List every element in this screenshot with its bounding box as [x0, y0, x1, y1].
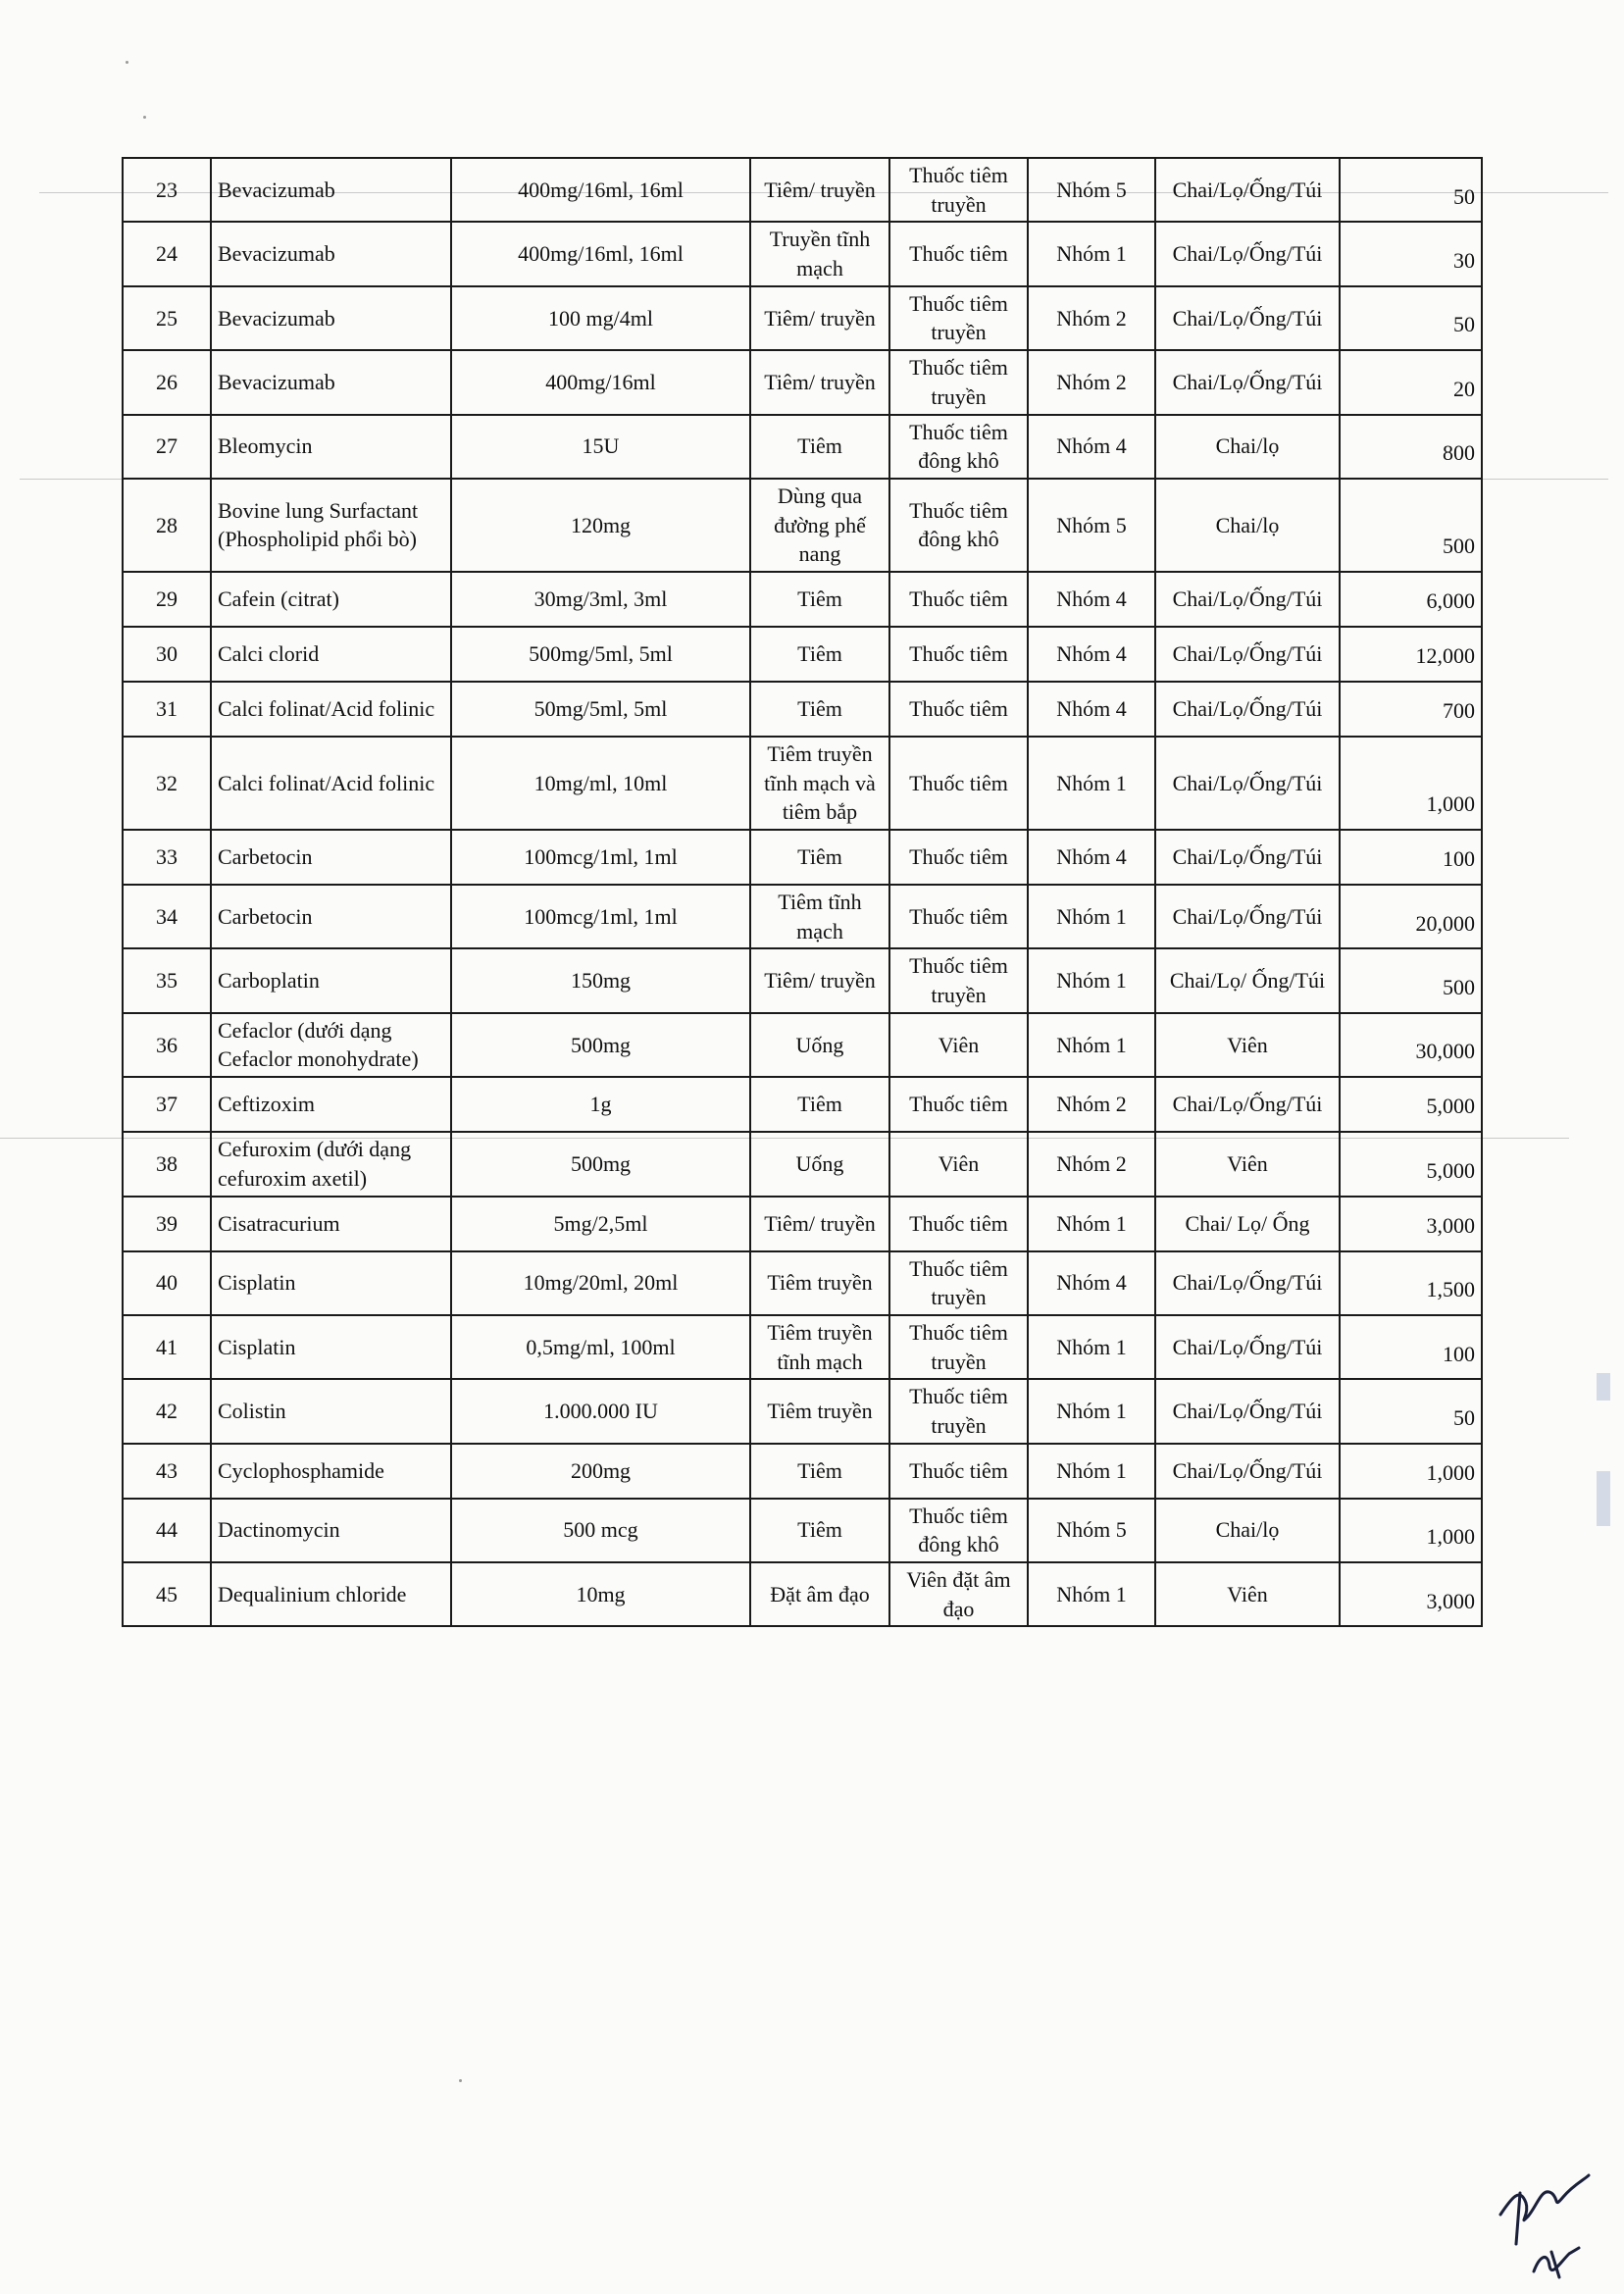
cell-strength: 500mg/5ml, 5ml: [451, 627, 750, 682]
cell-form: Thuốc tiêm: [889, 1077, 1028, 1132]
cell-form: Thuốc tiêm truyền: [889, 1251, 1028, 1315]
cell-name: Dequalinium chloride: [211, 1562, 451, 1626]
cell-name: Bevacizumab: [211, 286, 451, 350]
cell-group: Nhóm 1: [1028, 885, 1155, 948]
cell-route: Tiêm truyền: [750, 1251, 889, 1315]
cell-route: Tiêm tĩnh mạch: [750, 885, 889, 948]
cell-strength: 15U: [451, 415, 750, 479]
cell-name: Bevacizumab: [211, 158, 451, 222]
cell-name: Cisatracurium: [211, 1197, 451, 1251]
cell-quantity: 1,000: [1340, 737, 1482, 830]
cell-quantity: 1,500: [1340, 1251, 1482, 1315]
table-row: [123, 830, 1482, 885]
cell-stt: 34: [123, 885, 211, 948]
cell-group: Nhóm 1: [1028, 1444, 1155, 1499]
cell-strength: 500mg: [451, 1132, 750, 1196]
table-row: [123, 1132, 1482, 1196]
cell-unit: Viên: [1155, 1562, 1340, 1626]
table-row: [123, 350, 1482, 414]
cell-form: Thuốc tiêm truyền: [889, 158, 1028, 222]
cell-unit: Chai/Lọ/Ống/Túi: [1155, 682, 1340, 737]
cell-name: Carbetocin: [211, 830, 451, 885]
cell-strength: 1.000.000 IU: [451, 1379, 750, 1443]
table-row: [123, 1251, 1482, 1315]
cell-strength: 500 mcg: [451, 1499, 750, 1562]
table-row: [123, 737, 1482, 830]
cell-form: Thuốc tiêm: [889, 737, 1028, 830]
cell-unit: Chai/Lọ/Ống/Túi: [1155, 627, 1340, 682]
cell-group: Nhóm 1: [1028, 1197, 1155, 1251]
cell-strength: 10mg/20ml, 20ml: [451, 1251, 750, 1315]
cell-quantity: 100: [1340, 830, 1482, 885]
cell-unit: Chai/Lọ/Ống/Túi: [1155, 350, 1340, 414]
cell-route: Dùng qua đường phế nang: [750, 479, 889, 572]
cell-unit: Viên: [1155, 1132, 1340, 1196]
cell-strength: 400mg/16ml, 16ml: [451, 222, 750, 285]
cell-name: Calci folinat/Acid folinic: [211, 737, 451, 830]
cell-form: Thuốc tiêm đông khô: [889, 1499, 1028, 1562]
cell-stt: 29: [123, 572, 211, 627]
cell-unit: Chai/lọ: [1155, 415, 1340, 479]
cell-strength: 150mg: [451, 948, 750, 1012]
cell-group: Nhóm 4: [1028, 627, 1155, 682]
cell-form: Thuốc tiêm đông khô: [889, 479, 1028, 572]
cell-stt: 42: [123, 1379, 211, 1443]
cell-quantity: 20: [1340, 350, 1482, 414]
cell-group: Nhóm 4: [1028, 572, 1155, 627]
cell-group: Nhóm 1: [1028, 222, 1155, 285]
cell-quantity: 6,000: [1340, 572, 1482, 627]
cell-unit: Chai/lọ: [1155, 1499, 1340, 1562]
cell-group: Nhóm 5: [1028, 158, 1155, 222]
margin-stamp-fragment: [1597, 1373, 1610, 1401]
cell-strength: 5mg/2,5ml: [451, 1197, 750, 1251]
scan-speck: [143, 116, 146, 119]
cell-quantity: 50: [1340, 286, 1482, 350]
cell-stt: 38: [123, 1132, 211, 1196]
cell-form: Thuốc tiêm: [889, 682, 1028, 737]
cell-group: Nhóm 5: [1028, 1499, 1155, 1562]
cell-quantity: 700: [1340, 682, 1482, 737]
cell-form: Thuốc tiêm đông khô: [889, 415, 1028, 479]
cell-name: Cyclophosphamide: [211, 1444, 451, 1499]
cell-unit: Chai/Lọ/Ống/Túi: [1155, 1315, 1340, 1379]
cell-form: Thuốc tiêm truyền: [889, 350, 1028, 414]
cell-strength: 100mcg/1ml, 1ml: [451, 830, 750, 885]
cell-name: Cisplatin: [211, 1315, 451, 1379]
cell-strength: 400mg/16ml: [451, 350, 750, 414]
cell-unit: Chai/Lọ/Ống/Túi: [1155, 222, 1340, 285]
cell-name: Cefuroxim (dưới dạng cefuroxim axetil): [211, 1132, 451, 1196]
cell-route: Tiêm: [750, 830, 889, 885]
cell-form: Thuốc tiêm: [889, 885, 1028, 948]
cell-stt: 33: [123, 830, 211, 885]
cell-route: Tiêm truyền: [750, 1379, 889, 1443]
table-row: [123, 286, 1482, 350]
cell-route: Tiêm/ truyền: [750, 948, 889, 1012]
table-row: [123, 1562, 1482, 1626]
scan-speck: [126, 61, 128, 64]
cell-stt: 24: [123, 222, 211, 285]
table-row: [123, 1197, 1482, 1251]
table-row: [123, 885, 1482, 948]
cell-form: Thuốc tiêm truyền: [889, 1379, 1028, 1443]
cell-quantity: 5,000: [1340, 1077, 1482, 1132]
table-body: [123, 158, 1482, 1626]
cell-strength: 0,5mg/ml, 100ml: [451, 1315, 750, 1379]
cell-stt: 36: [123, 1013, 211, 1077]
cell-quantity: 20,000: [1340, 885, 1482, 948]
cell-name: Carboplatin: [211, 948, 451, 1012]
cell-route: Tiêm truyền tĩnh mạch: [750, 1315, 889, 1379]
cell-route: Uống: [750, 1132, 889, 1196]
cell-name: Cisplatin: [211, 1251, 451, 1315]
cell-stt: 26: [123, 350, 211, 414]
cell-name: Bleomycin: [211, 415, 451, 479]
table-row: [123, 948, 1482, 1012]
cell-stt: 39: [123, 1197, 211, 1251]
cell-strength: 400mg/16ml, 16ml: [451, 158, 750, 222]
cell-unit: Chai/Lọ/Ống/Túi: [1155, 1379, 1340, 1443]
cell-quantity: 5,000: [1340, 1132, 1482, 1196]
cell-route: Truyền tĩnh mạch: [750, 222, 889, 285]
cell-route: Tiêm/ truyền: [750, 286, 889, 350]
cell-group: Nhóm 4: [1028, 682, 1155, 737]
cell-form: Thuốc tiêm: [889, 222, 1028, 285]
table-row: [123, 1499, 1482, 1562]
cell-group: Nhóm 1: [1028, 1562, 1155, 1626]
cell-group: Nhóm 1: [1028, 948, 1155, 1012]
cell-strength: 10mg: [451, 1562, 750, 1626]
cell-route: Đặt âm đạo: [750, 1562, 889, 1626]
cell-quantity: 30: [1340, 222, 1482, 285]
cell-unit: Chai/Lọ/Ống/Túi: [1155, 1077, 1340, 1132]
cell-strength: 1g: [451, 1077, 750, 1132]
cell-form: Viên đặt âm đạo: [889, 1562, 1028, 1626]
cell-quantity: 100: [1340, 1315, 1482, 1379]
cell-route: Tiêm/ truyền: [750, 1197, 889, 1251]
cell-stt: 37: [123, 1077, 211, 1132]
cell-route: Tiêm truyền tĩnh mạch và tiêm bắp: [750, 737, 889, 830]
cell-name: Colistin: [211, 1379, 451, 1443]
cell-unit: Chai/Lọ/Ống/Túi: [1155, 737, 1340, 830]
cell-route: Tiêm/ truyền: [750, 158, 889, 222]
table-row: [123, 222, 1482, 285]
cell-quantity: 3,000: [1340, 1197, 1482, 1251]
cell-stt: 28: [123, 479, 211, 572]
cell-group: Nhóm 2: [1028, 1132, 1155, 1196]
table-row: [123, 479, 1482, 572]
cell-group: Nhóm 4: [1028, 830, 1155, 885]
cell-name: Cefaclor (dưới dạng Cefaclor monohydrate): [211, 1013, 451, 1077]
cell-form: Viên: [889, 1132, 1028, 1196]
cell-stt: 31: [123, 682, 211, 737]
cell-form: Thuốc tiêm: [889, 830, 1028, 885]
table-row: [123, 1013, 1482, 1077]
cell-group: Nhóm 1: [1028, 737, 1155, 830]
margin-stamp-fragment: [1597, 1471, 1610, 1526]
cell-unit: Chai/Lọ/Ống/Túi: [1155, 286, 1340, 350]
cell-group: Nhóm 1: [1028, 1013, 1155, 1077]
cell-stt: 30: [123, 627, 211, 682]
cell-stt: 44: [123, 1499, 211, 1562]
cell-form: Thuốc tiêm: [889, 627, 1028, 682]
cell-route: Tiêm: [750, 682, 889, 737]
cell-strength: 500mg: [451, 1013, 750, 1077]
cell-name: Bovine lung Surfactant (Phospholipid phổi bò): [211, 479, 451, 572]
cell-group: Nhóm 1: [1028, 1315, 1155, 1379]
cell-strength: 50mg/5ml, 5ml: [451, 682, 750, 737]
cell-group: Nhóm 1: [1028, 1379, 1155, 1443]
cell-unit: Chai/Lọ/Ống/Túi: [1155, 830, 1340, 885]
cell-group: Nhóm 5: [1028, 479, 1155, 572]
cell-stt: 40: [123, 1251, 211, 1315]
cell-quantity: 500: [1340, 948, 1482, 1012]
cell-strength: 100 mg/4ml: [451, 286, 750, 350]
cell-name: Ceftizoxim: [211, 1077, 451, 1132]
cell-route: Tiêm/ truyền: [750, 350, 889, 414]
table-row: [123, 1077, 1482, 1132]
cell-stt: 27: [123, 415, 211, 479]
cell-quantity: 30,000: [1340, 1013, 1482, 1077]
cell-unit: Chai/Lọ/ Ống/Túi: [1155, 948, 1340, 1012]
cell-form: Thuốc tiêm truyền: [889, 1315, 1028, 1379]
cell-stt: 32: [123, 737, 211, 830]
table-row: [123, 1315, 1482, 1379]
cell-name: Calci folinat/Acid folinic: [211, 682, 451, 737]
cell-route: Tiêm: [750, 572, 889, 627]
drug-list-table: [122, 157, 1483, 1627]
table-row: [123, 415, 1482, 479]
cell-unit: Chai/Lọ/Ống/Túi: [1155, 158, 1340, 222]
cell-route: Uống: [750, 1013, 889, 1077]
cell-route: Tiêm: [750, 1077, 889, 1132]
cell-form: Thuốc tiêm: [889, 572, 1028, 627]
cell-group: Nhóm 2: [1028, 286, 1155, 350]
cell-route: Tiêm: [750, 1444, 889, 1499]
cell-form: Viên: [889, 1013, 1028, 1077]
table-row: [123, 1379, 1482, 1443]
cell-name: Bevacizumab: [211, 222, 451, 285]
cell-stt: 35: [123, 948, 211, 1012]
cell-strength: 200mg: [451, 1444, 750, 1499]
cell-stt: 23: [123, 158, 211, 222]
table-row: [123, 1444, 1482, 1499]
table-row: [123, 682, 1482, 737]
cell-route: Tiêm: [750, 1499, 889, 1562]
cell-unit: Chai/lọ: [1155, 479, 1340, 572]
cell-group: Nhóm 4: [1028, 415, 1155, 479]
cell-group: Nhóm 2: [1028, 350, 1155, 414]
cell-form: Thuốc tiêm: [889, 1197, 1028, 1251]
cell-unit: Chai/Lọ/Ống/Túi: [1155, 572, 1340, 627]
cell-quantity: 3,000: [1340, 1562, 1482, 1626]
cell-strength: 100mcg/1ml, 1ml: [451, 885, 750, 948]
table-row: [123, 572, 1482, 627]
cell-strength: 120mg: [451, 479, 750, 572]
table-row: [123, 158, 1482, 222]
cell-name: Carbetocin: [211, 885, 451, 948]
cell-name: Bevacizumab: [211, 350, 451, 414]
cell-name: Dactinomycin: [211, 1499, 451, 1562]
cell-quantity: 1,000: [1340, 1444, 1482, 1499]
cell-stt: 45: [123, 1562, 211, 1626]
cell-strength: 30mg/3ml, 3ml: [451, 572, 750, 627]
cell-quantity: 50: [1340, 158, 1482, 222]
cell-stt: 41: [123, 1315, 211, 1379]
cell-quantity: 1,000: [1340, 1499, 1482, 1562]
cell-quantity: 800: [1340, 415, 1482, 479]
table-row: [123, 627, 1482, 682]
cell-group: Nhóm 4: [1028, 1251, 1155, 1315]
cell-quantity: 500: [1340, 479, 1482, 572]
cell-quantity: 50: [1340, 1379, 1482, 1443]
cell-strength: 10mg/ml, 10ml: [451, 737, 750, 830]
handwritten-signature: [1491, 2158, 1599, 2285]
cell-stt: 43: [123, 1444, 211, 1499]
cell-form: Thuốc tiêm truyền: [889, 948, 1028, 1012]
cell-unit: Viên: [1155, 1013, 1340, 1077]
cell-form: Thuốc tiêm: [889, 1444, 1028, 1499]
cell-unit: Chai/Lọ/Ống/Túi: [1155, 1444, 1340, 1499]
cell-stt: 25: [123, 286, 211, 350]
cell-quantity: 12,000: [1340, 627, 1482, 682]
cell-unit: Chai/Lọ/Ống/Túi: [1155, 1251, 1340, 1315]
cell-route: Tiêm: [750, 415, 889, 479]
cell-name: Calci clorid: [211, 627, 451, 682]
cell-form: Thuốc tiêm truyền: [889, 286, 1028, 350]
cell-route: Tiêm: [750, 627, 889, 682]
cell-name: Cafein (citrat): [211, 572, 451, 627]
cell-unit: Chai/ Lọ/ Ống: [1155, 1197, 1340, 1251]
scan-speck: [459, 2079, 462, 2082]
cell-unit: Chai/Lọ/Ống/Túi: [1155, 885, 1340, 948]
cell-group: Nhóm 2: [1028, 1077, 1155, 1132]
